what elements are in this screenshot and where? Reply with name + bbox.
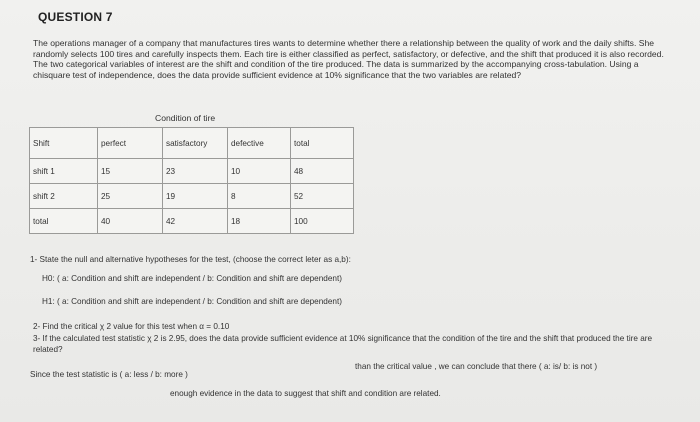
conclusion-end: enough evidence in the data to suggest that shift and condition are related. <box>170 389 441 398</box>
table-cell: 8 <box>228 184 291 209</box>
table-cell: 42 <box>163 209 228 234</box>
header-cell: Shift <box>30 128 98 159</box>
part-3-prompt: 3- If the calculated test statistic χ 2 is 2.95, does the data provide sufficient evidence at 10% significance that the condition of the tire and the shift that produced the tire are related? <box>33 334 653 354</box>
table-cell: 18 <box>228 209 291 234</box>
table-row <box>30 184 354 209</box>
table-cell: 48 <box>291 159 354 184</box>
table-cell: total <box>30 209 98 234</box>
question-intro: The operations manager of a company that manufactures tires wants to determine whether there a relationship between the quality of work and the daily shifts. She randomly selects 100 tires and carefully inspects them. Each tire is either classified as perfect, satisfactory, or defective, and the shift that produced it is also recorded. The two categorical variables of interest are the shift and condition of the tire produced. The data is summarized by the accompanying cross-tabulation. Using a chisquare test of independence, does the data provide sufficient evidence at 10% significance that the two variables are related? <box>33 38 664 80</box>
alternative-hypothesis-choice[interactable]: H1: ( a: Condition and shift are independent / b: Condition and shift are dependent) <box>42 297 342 306</box>
table-header-row <box>30 128 354 159</box>
header-cell: total <box>291 128 354 159</box>
table-cell: shift 1 <box>30 159 98 184</box>
table-cell: 15 <box>98 159 163 184</box>
table-cell: 10 <box>228 159 291 184</box>
table-cell: 40 <box>98 209 163 234</box>
table-cell: 23 <box>163 159 228 184</box>
table-cell: shift 2 <box>30 184 98 209</box>
null-hypothesis-choice[interactable]: H0: ( a: Condition and shift are independent / b: Condition and shift are dependent) <box>42 274 342 283</box>
table-cell: 25 <box>98 184 163 209</box>
conclusion-left-choice[interactable]: Since the test statistic is ( a: less / b: more ) <box>30 370 188 379</box>
table-row <box>30 159 354 184</box>
header-cell: defective <box>228 128 291 159</box>
header-cell: perfect <box>98 128 163 159</box>
table-cell: 52 <box>291 184 354 209</box>
table-cell: 100 <box>291 209 354 234</box>
header-cell: satisfactory <box>163 128 228 159</box>
conclusion-right-choice[interactable]: than the critical value , we can conclude that there ( a: is/ b: is not ) <box>355 362 598 371</box>
question-title: QUESTION 7 <box>38 10 113 24</box>
cross-tabulation-table <box>29 127 354 234</box>
part-1-prompt: 1- State the null and alternative hypotheses for the test, (choose the correct leter as a,b): <box>30 255 351 264</box>
table-caption: Condition of tire <box>155 113 216 123</box>
part-2-prompt: 2- Find the critical χ 2 value for this test when α = 0.10 <box>33 322 230 331</box>
table-cell: 19 <box>163 184 228 209</box>
table-row <box>30 209 354 234</box>
